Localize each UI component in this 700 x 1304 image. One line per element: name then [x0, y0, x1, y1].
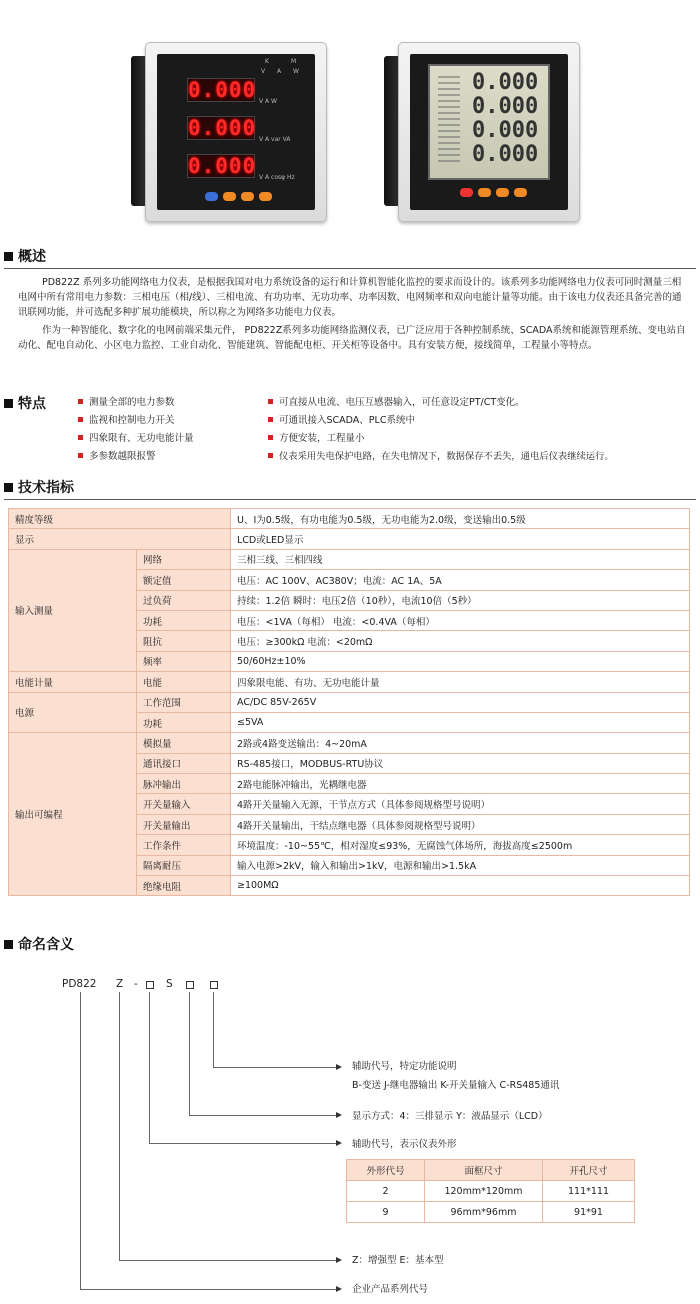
right-button [496, 188, 509, 197]
model-box-aux [210, 981, 218, 992]
aux-code-desc: B-变送 J-继电器输出 K-开关量输入 C-RS485通讯 [352, 1080, 560, 1091]
spec-sub-label: 工作范围 [137, 692, 231, 712]
lcd-display-row-3: 0.000 [472, 118, 539, 143]
bullet [78, 453, 83, 458]
section-overview-header [4, 247, 696, 267]
divider [4, 499, 696, 500]
table-header-row [347, 1160, 635, 1181]
spec-value: ≤5VA [231, 712, 690, 732]
feature-item: 多参数越限报警 [78, 449, 156, 465]
unit-label: A [277, 68, 282, 75]
unit-label: V [261, 68, 266, 75]
divider [4, 268, 696, 269]
spec-table [8, 508, 690, 896]
shape-code-title: 辅助代号，表示仪表外形 [352, 1139, 457, 1150]
led-meter-face [157, 54, 315, 210]
spec-sub-label: 功耗 [137, 712, 231, 732]
spec-value: 输入电源>2kV，输入和输出>1kV，电源和输出>1.5kA [231, 855, 690, 875]
spec-sub-label: 网络 [137, 549, 231, 569]
unit-label: K [265, 58, 269, 65]
enter-button [259, 192, 272, 201]
spec-value: 持续：1.2倍 瞬时：电压2倍（10秒），电流10倍（5秒） [231, 590, 690, 610]
bullet [268, 417, 273, 422]
model-s: S [166, 978, 173, 990]
spec-value: 三相三线、三相四线 [231, 549, 690, 569]
spec-sub-label: 通讯接口 [137, 753, 231, 773]
model-dash: - [134, 978, 138, 990]
spec-value: 电压：AC 100V、AC380V；电流：AC 1A、5A [231, 570, 690, 590]
section-title: 概述 [18, 249, 46, 265]
menu-button [460, 188, 473, 197]
led-meter-image [145, 42, 327, 222]
connector-line [119, 992, 120, 1260]
column-header: 面框尺寸 [425, 1160, 543, 1181]
spec-value: RS-485接口，MODBUS-RTU协议 [231, 753, 690, 773]
table-cell: 91*91 [543, 1202, 635, 1223]
connector-line [213, 1067, 338, 1068]
spec-group-label: 电源 [9, 692, 137, 733]
column-header: 外形代号 [347, 1160, 425, 1181]
connector-line [213, 992, 214, 1067]
table-row [9, 672, 690, 692]
spec-sub-label: 过负荷 [137, 590, 231, 610]
section-marker [4, 252, 13, 261]
led-display-row-2: 0.000 [188, 116, 257, 140]
feature-item: 方便安装，工程量小 [268, 431, 365, 447]
bullet [268, 453, 273, 458]
section-title: 命名含义 [18, 937, 74, 953]
display-mode-desc: 显示方式：4：三排显示 Y：液晶显示（LCD） [352, 1111, 548, 1122]
connector-line [80, 1289, 338, 1290]
model-box-shape [146, 981, 154, 992]
table-row [9, 733, 690, 753]
arrow-icon [336, 1112, 342, 1118]
table-row [9, 509, 690, 529]
spec-sub-label: 频率 [137, 651, 231, 671]
section-title: 特点 [18, 396, 46, 412]
section-naming-header [4, 935, 696, 955]
spec-value: ≥100MΩ [231, 876, 690, 896]
row-unit-label: V A var VA [259, 136, 291, 143]
spec-value: AC/DC 85V-265V [231, 692, 690, 712]
spec-sub-label: 模拟量 [137, 733, 231, 753]
unit-label: W [293, 68, 299, 75]
lcd-display-row-2: 0.000 [472, 94, 539, 119]
spec-value: 电压：<1VA（每相） 电流：<0.4VA（每相） [231, 610, 690, 630]
bullet [268, 399, 273, 404]
spec-value: 2路或4路变送输出：4~20mA [231, 733, 690, 753]
bullet [78, 399, 83, 404]
table-row [347, 1181, 635, 1202]
spec-sub-label: 功耗 [137, 610, 231, 630]
section-specs-header [4, 478, 696, 498]
connector-line [119, 1260, 338, 1261]
bullet [78, 435, 83, 440]
series-desc: 企业产品系列代号 [352, 1284, 429, 1295]
feature-item: 测量全部的电力参数 [78, 395, 175, 411]
z-type-desc: Z：增强型 E：基本型 [352, 1255, 444, 1266]
spec-sub-label: 电能 [137, 672, 231, 692]
lcd-display-row-1: 0.000 [472, 70, 539, 95]
arrow-icon [336, 1286, 342, 1292]
led-display-row-3: 0.000 [188, 154, 257, 178]
spec-group-label: 输入测量 [9, 549, 137, 671]
lcd-meter-image [398, 42, 580, 222]
right-button [241, 192, 254, 201]
spec-sub-label: 隔离耐压 [137, 855, 231, 875]
enter-button [514, 188, 527, 197]
model-box-display [186, 981, 194, 992]
connector-line [149, 1143, 338, 1144]
spec-label: 显示 [9, 529, 231, 549]
spec-group-label: 电能计量 [9, 672, 137, 692]
arrow-icon [336, 1140, 342, 1146]
row-unit-label: V A cosφ Hz [259, 174, 295, 181]
feature-item: 监视和控制电力开关 [78, 413, 175, 429]
spec-sub-label: 绝缘电阻 [137, 876, 231, 896]
spec-value: 电压：≥300kΩ 电流：<20mΩ [231, 631, 690, 651]
section-marker [4, 940, 13, 949]
spec-value: 50/60Hz±10% [231, 651, 690, 671]
spec-group-label: 输出可编程 [9, 733, 137, 896]
aux-code-title: 辅助代号，特定功能说明 [352, 1061, 457, 1072]
spec-value: 4路开关量输出，干结点继电器（具体参阅规格型号说明） [231, 814, 690, 834]
arrow-icon [336, 1064, 342, 1070]
left-button [223, 192, 236, 201]
connector-line [80, 992, 81, 1289]
lcd-screen [428, 64, 550, 180]
bullet [78, 417, 83, 422]
column-header: 开孔尺寸 [543, 1160, 635, 1181]
spec-value: 四象限电能、有功、无功电能计量 [231, 672, 690, 692]
lcd-meter-face [410, 54, 568, 210]
connector-line [189, 992, 190, 1115]
model-prefix: PD822 [62, 978, 97, 990]
feature-item: 仪表采用失电保护电路，在失电情况下，数据保存不丢失，通电后仪表继续运行。 [268, 449, 614, 465]
spec-sub-label: 脉冲输出 [137, 774, 231, 794]
model-z: Z [116, 978, 124, 990]
lcd-bar-indicators [438, 76, 460, 166]
spec-value: LCD或LED显示 [231, 529, 690, 549]
menu-button [205, 192, 218, 201]
overview-paragraph-2: 作为一种智能化、数字化的电网前端采集元件， PD822Z系列多功能网络监测仪表，已广泛应用于各种控制系统、SCADA系统和能源管理系统、变电站自动化、配电自动化、小区电力监控、工业自动化、智能建筑、智能配电柜、开关柜等设备中。具有安装方便，接线简单，工程量小等特点。 [18, 325, 686, 351]
left-button [478, 188, 491, 197]
spec-sub-label: 工作条件 [137, 835, 231, 855]
table-cell: 9 [347, 1202, 425, 1223]
unit-label: M [291, 58, 297, 65]
table-row [347, 1202, 635, 1223]
table-row [9, 549, 690, 569]
connector-line [189, 1115, 338, 1116]
spec-label: 精度等级 [9, 509, 231, 529]
table-cell: 96mm*96mm [425, 1202, 543, 1223]
led-display-row-1: 0.000 [188, 78, 257, 102]
spec-sub-label: 额定值 [137, 570, 231, 590]
table-row [9, 692, 690, 712]
feature-item: 四象限有、无功电能计量 [78, 431, 194, 447]
section-marker [4, 399, 13, 408]
spec-value: 2路电能脉冲输出，光耦继电器 [231, 774, 690, 794]
table-cell: 120mm*120mm [425, 1181, 543, 1202]
connector-line [149, 992, 150, 1143]
overview-paragraph-1: PD822Z 系列多功能网络电力仪表，是根据我国对电力系统设备的运行和计算机智能化监控的要求而设计的。该系列多功能网络电力仪表可同时测量三相电网中所有常用电力参数：三相电压（相/线）、三相电流、有功功率、无功功率、功率因数、电网频率和双向电能计量等功能。由于该电力仪表还具备完善的通讯联网功能，并可选配多种扩展功能模块，所以称之为网络多功能电力仪表。 [18, 277, 682, 318]
section-marker [4, 483, 13, 492]
spec-sub-label: 开关量输入 [137, 794, 231, 814]
spec-value: 4路开关量输入无源，干节点方式（具体参阅规格型号说明） [231, 794, 690, 814]
table-cell: 2 [347, 1181, 425, 1202]
spec-sub-label: 阻抗 [137, 631, 231, 651]
bullet [268, 435, 273, 440]
table-row [9, 529, 690, 549]
spec-sub-label: 开关量输出 [137, 814, 231, 834]
section-title: 技术指标 [18, 480, 74, 496]
spec-value: 环境温度：-10~55℃，相对湿度≤93%，无腐蚀气体场所，海拔高度≤2500m [231, 835, 690, 855]
shape-table [346, 1159, 635, 1223]
row-unit-label: V A W [259, 98, 277, 105]
spec-value: U、I为0.5级，有功电能为0.5级，无功电能为2.0级，变送输出0.5级 [231, 509, 690, 529]
feature-item: 可通讯接入SCADA、PLC系统中 [268, 413, 415, 429]
table-cell: 111*111 [543, 1181, 635, 1202]
lcd-display-row-4: 0.000 [472, 142, 539, 167]
feature-item: 可直接从电流、电压互感器输入，可任意设定PT/CT变化。 [268, 395, 525, 411]
arrow-icon [336, 1257, 342, 1263]
